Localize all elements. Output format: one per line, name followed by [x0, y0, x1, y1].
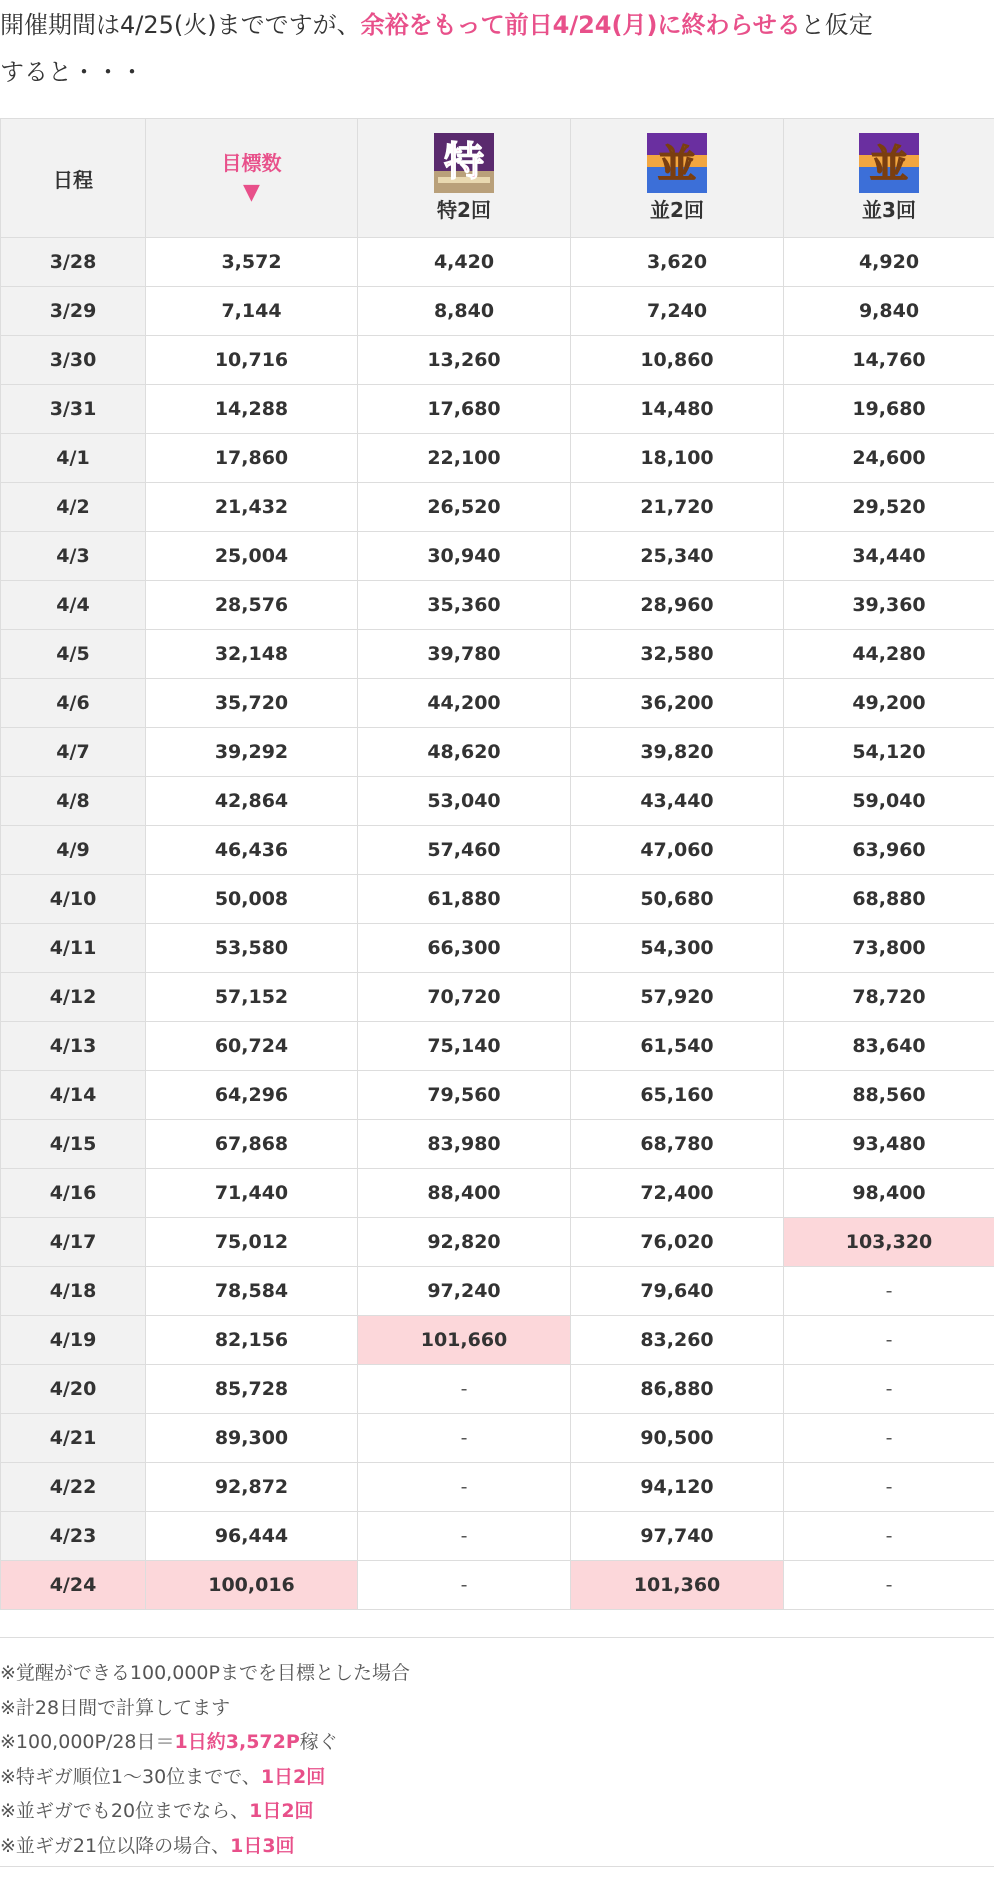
cell-target: 89,300 — [146, 1414, 358, 1463]
note-3: ※100,000P/28日＝1日約3,572P稼ぐ — [0, 1731, 338, 1753]
cell-date: 4/6 — [1, 679, 146, 728]
cell-nami2: 50,680 — [571, 875, 784, 924]
cell-nami2: 43,440 — [571, 777, 784, 826]
cell-nami3: 44,280 — [784, 630, 994, 679]
cell-toku2: 101,660 — [358, 1316, 571, 1365]
intro-line-2: すると・・・ — [0, 58, 144, 86]
cell-nami2: 61,540 — [571, 1022, 784, 1071]
cell-nami3: 93,480 — [784, 1120, 994, 1169]
cell-target: 32,148 — [146, 630, 358, 679]
cell-toku2: 66,300 — [358, 924, 571, 973]
intro-line-1 — [0, 4, 873, 47]
table-row — [1, 728, 994, 777]
cell-nami2: 14,480 — [571, 385, 784, 434]
cell-target: 21,432 — [146, 483, 358, 532]
cell-date: 4/18 — [1, 1267, 146, 1316]
cell-nami2: 36,200 — [571, 679, 784, 728]
cell-target: 85,728 — [146, 1365, 358, 1414]
intro-paragraph — [0, 0, 994, 118]
cell-date: 4/7 — [1, 728, 146, 777]
cell-target: 64,296 — [146, 1071, 358, 1120]
cell-toku2: 44,200 — [358, 679, 571, 728]
cell-target: 92,872 — [146, 1463, 358, 1512]
cell-toku2: 70,720 — [358, 973, 571, 1022]
cell-toku2: 26,520 — [358, 483, 571, 532]
cell-nami2: 57,920 — [571, 973, 784, 1022]
nami-glyph: 並 — [869, 142, 909, 186]
cell-nami2: 10,860 — [571, 336, 784, 385]
cell-date: 4/8 — [1, 777, 146, 826]
cell-nami3: 59,040 — [784, 777, 994, 826]
note-5: ※並ギガでも20位までなら、1日2回 — [0, 1800, 314, 1822]
cell-target: 100,016 — [146, 1561, 358, 1610]
cell-nami2: 97,740 — [571, 1512, 784, 1561]
cell-date: 4/4 — [1, 581, 146, 630]
note-2: ※計28日間で計算してます — [0, 1696, 231, 1719]
cell-nami2: 21,720 — [571, 483, 784, 532]
cell-date: 3/29 — [1, 287, 146, 336]
table-row — [1, 385, 994, 434]
cell-toku2: 8,840 — [358, 287, 571, 336]
cell-toku2: 39,780 — [358, 630, 571, 679]
cell-date: 3/28 — [1, 238, 146, 287]
table-row — [1, 336, 994, 385]
cell-toku2: 13,260 — [358, 336, 571, 385]
cell-nami3: - — [784, 1512, 994, 1561]
cell-toku2: - — [358, 1365, 571, 1414]
cell-target: 46,436 — [146, 826, 358, 875]
header-target[interactable] — [146, 119, 358, 238]
table-row — [1, 777, 994, 826]
header-nami3-label: 並3回 — [862, 198, 916, 222]
cell-nami2: 90,500 — [571, 1414, 784, 1463]
cell-toku2: 88,400 — [358, 1169, 571, 1218]
cell-nami2: 7,240 — [571, 287, 784, 336]
note-1: ※覚醒ができる100,000Pまでを目標とした場合 — [0, 1662, 410, 1684]
table-row — [1, 1022, 994, 1071]
cell-date: 4/13 — [1, 1022, 146, 1071]
cell-date: 4/11 — [1, 924, 146, 973]
cell-nami3: 9,840 — [784, 287, 994, 336]
cell-toku2: 4,420 — [358, 238, 571, 287]
cell-date: 4/23 — [1, 1512, 146, 1561]
cell-toku2: 61,880 — [358, 875, 571, 924]
cell-toku2: 92,820 — [358, 1218, 571, 1267]
cell-target: 67,868 — [146, 1120, 358, 1169]
table-body — [1, 238, 994, 1610]
table-header-row — [1, 119, 994, 238]
cell-nami3: - — [784, 1316, 994, 1365]
intro-text-post: と仮定 — [800, 11, 873, 39]
header-date: 日程 — [1, 119, 146, 238]
cell-date: 4/5 — [1, 630, 146, 679]
toku-glyph: 特 — [444, 139, 484, 185]
cell-target: 17,860 — [146, 434, 358, 483]
cell-target: 82,156 — [146, 1316, 358, 1365]
cell-toku2: 83,980 — [358, 1120, 571, 1169]
table-row — [1, 1561, 994, 1610]
cell-toku2: 79,560 — [358, 1071, 571, 1120]
cell-nami3: 63,960 — [784, 826, 994, 875]
cell-toku2: 30,940 — [358, 532, 571, 581]
note-6: ※並ギガ21位以降の場合、1日3回 — [0, 1834, 295, 1857]
cell-toku2: 57,460 — [358, 826, 571, 875]
notes-section — [0, 1637, 994, 1867]
note-5-highlight: 1日2回 — [249, 1800, 314, 1822]
cell-date: 4/12 — [1, 973, 146, 1022]
cell-target: 28,576 — [146, 581, 358, 630]
table-row — [1, 973, 994, 1022]
cell-nami3: 88,560 — [784, 1071, 994, 1120]
cell-target: 78,584 — [146, 1267, 358, 1316]
table-row — [1, 238, 994, 287]
sort-down-icon[interactable]: ▼ — [243, 180, 260, 205]
header-nami2 — [571, 119, 784, 238]
cell-date: 4/19 — [1, 1316, 146, 1365]
cell-nami2: 32,580 — [571, 630, 784, 679]
table-row — [1, 483, 994, 532]
cell-target: 3,572 — [146, 238, 358, 287]
cell-nami3: 78,720 — [784, 973, 994, 1022]
table-row — [1, 1463, 994, 1512]
note-6-highlight: 1日3回 — [230, 1834, 295, 1857]
header-nami2-label: 並2回 — [650, 198, 704, 222]
table-row — [1, 630, 994, 679]
header-toku2 — [358, 119, 571, 238]
daily-target-table — [0, 118, 994, 1610]
cell-nami2: 76,020 — [571, 1218, 784, 1267]
cell-target: 71,440 — [146, 1169, 358, 1218]
table-row — [1, 581, 994, 630]
cell-nami3: 68,880 — [784, 875, 994, 924]
cell-nami3: 24,600 — [784, 434, 994, 483]
cell-nami3: 83,640 — [784, 1022, 994, 1071]
header-toku2-label: 特2回 — [437, 198, 491, 222]
table-row — [1, 1218, 994, 1267]
cell-toku2: - — [358, 1463, 571, 1512]
cell-nami3: - — [784, 1463, 994, 1512]
cell-nami2: 39,820 — [571, 728, 784, 777]
cell-nami2: 68,780 — [571, 1120, 784, 1169]
cell-nami2: 3,620 — [571, 238, 784, 287]
cell-nami3: - — [784, 1561, 994, 1610]
header-nami3 — [784, 119, 994, 238]
cell-toku2: 53,040 — [358, 777, 571, 826]
table-row — [1, 1267, 994, 1316]
cell-target: 50,008 — [146, 875, 358, 924]
cell-target: 35,720 — [146, 679, 358, 728]
table-row — [1, 1512, 994, 1561]
cell-target: 53,580 — [146, 924, 358, 973]
cell-target: 96,444 — [146, 1512, 358, 1561]
table-row — [1, 532, 994, 581]
cell-nami3: 34,440 — [784, 532, 994, 581]
header-target-label: 目標数 — [221, 151, 282, 175]
table-row — [1, 924, 994, 973]
cell-nami3: 73,800 — [784, 924, 994, 973]
cell-target: 10,716 — [146, 336, 358, 385]
cell-toku2: - — [358, 1414, 571, 1463]
cell-target: 57,152 — [146, 973, 358, 1022]
nami-giga-icon — [859, 133, 919, 193]
cell-date: 4/14 — [1, 1071, 146, 1120]
cell-target: 60,724 — [146, 1022, 358, 1071]
table-row — [1, 1414, 994, 1463]
cell-nami3: - — [784, 1414, 994, 1463]
note-4: ※特ギガ順位1〜30位までで、1日2回 — [0, 1765, 326, 1788]
cell-nami2: 94,120 — [571, 1463, 784, 1512]
cell-date: 4/15 — [1, 1120, 146, 1169]
cell-date: 4/1 — [1, 434, 146, 483]
cell-date: 4/3 — [1, 532, 146, 581]
cell-date: 4/9 — [1, 826, 146, 875]
table-row — [1, 287, 994, 336]
intro-highlight: 余裕をもって前日4/24(月)に終わらせる — [360, 11, 801, 39]
cell-nami3: 39,360 — [784, 581, 994, 630]
cell-nami2: 54,300 — [571, 924, 784, 973]
cell-nami2: 72,400 — [571, 1169, 784, 1218]
cell-nami3: 4,920 — [784, 238, 994, 287]
table-row — [1, 826, 994, 875]
table-row — [1, 875, 994, 924]
cell-nami3: 19,680 — [784, 385, 994, 434]
cell-date: 4/22 — [1, 1463, 146, 1512]
cell-nami3: 103,320 — [784, 1218, 994, 1267]
toku-giga-icon — [434, 133, 494, 193]
table-row — [1, 1169, 994, 1218]
cell-date: 4/17 — [1, 1218, 146, 1267]
table-row — [1, 679, 994, 728]
cell-toku2: - — [358, 1512, 571, 1561]
cell-target: 75,012 — [146, 1218, 358, 1267]
cell-nami3: 98,400 — [784, 1169, 994, 1218]
cell-date: 4/10 — [1, 875, 146, 924]
cell-toku2: 22,100 — [358, 434, 571, 483]
cell-date: 3/30 — [1, 336, 146, 385]
nami-glyph: 並 — [657, 142, 697, 186]
cell-nami2: 83,260 — [571, 1316, 784, 1365]
table-row — [1, 1120, 994, 1169]
cell-nami3: - — [784, 1267, 994, 1316]
table-row — [1, 1316, 994, 1365]
cell-nami2: 18,100 — [571, 434, 784, 483]
cell-toku2: 97,240 — [358, 1267, 571, 1316]
cell-date: 3/31 — [1, 385, 146, 434]
intro-text-pre: 開催期間は4/25(火)までですが、 — [0, 11, 361, 39]
cell-target: 25,004 — [146, 532, 358, 581]
cell-target: 42,864 — [146, 777, 358, 826]
cell-toku2: 75,140 — [358, 1022, 571, 1071]
cell-toku2: - — [358, 1561, 571, 1610]
nami-giga-icon — [647, 133, 707, 193]
table-row — [1, 1365, 994, 1414]
cell-toku2: 17,680 — [358, 385, 571, 434]
cell-nami3: 54,120 — [784, 728, 994, 777]
cell-target: 7,144 — [146, 287, 358, 336]
cell-date: 4/2 — [1, 483, 146, 532]
table-row — [1, 1071, 994, 1120]
cell-date: 4/20 — [1, 1365, 146, 1414]
cell-nami3: 14,760 — [784, 336, 994, 385]
cell-nami2: 25,340 — [571, 532, 784, 581]
note-3-highlight: 1日約3,572P — [174, 1731, 300, 1753]
cell-nami2: 101,360 — [571, 1561, 784, 1610]
cell-nami2: 65,160 — [571, 1071, 784, 1120]
cell-nami2: 47,060 — [571, 826, 784, 875]
cell-nami2: 86,880 — [571, 1365, 784, 1414]
cell-toku2: 35,360 — [358, 581, 571, 630]
cell-toku2: 48,620 — [358, 728, 571, 777]
cell-nami3: 29,520 — [784, 483, 994, 532]
cell-date: 4/21 — [1, 1414, 146, 1463]
cell-target: 14,288 — [146, 385, 358, 434]
note-4-highlight: 1日2回 — [260, 1765, 326, 1788]
cell-nami2: 79,640 — [571, 1267, 784, 1316]
cell-target: 39,292 — [146, 728, 358, 777]
cell-nami2: 28,960 — [571, 581, 784, 630]
cell-date: 4/16 — [1, 1169, 146, 1218]
cell-nami3: 49,200 — [784, 679, 994, 728]
cell-date: 4/24 — [1, 1561, 146, 1610]
table-row — [1, 434, 994, 483]
cell-nami3: - — [784, 1365, 994, 1414]
